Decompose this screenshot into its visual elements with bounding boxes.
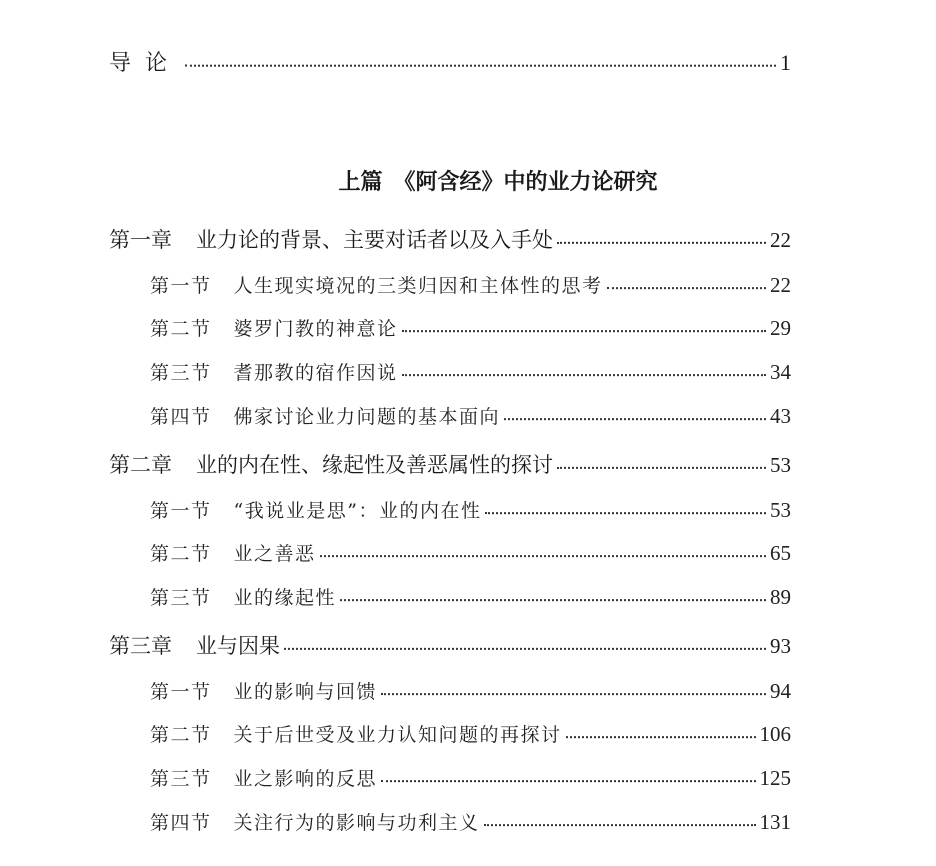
part-title: 上篇 《阿含经》中的业力论研究 xyxy=(338,169,658,195)
section-page-number: 53 xyxy=(770,498,791,522)
dot-leader xyxy=(381,771,755,783)
chapter-number: 第三章 xyxy=(109,634,172,658)
dot-leader xyxy=(484,815,756,827)
section-title: 人生现实境况的三类归因和主体性的思考 xyxy=(233,275,603,297)
section-number: 第四节 xyxy=(150,812,212,834)
section-page-number: 89 xyxy=(770,585,791,609)
section-title: “我说业是思”：业的内在性 xyxy=(233,500,482,522)
dot-leader xyxy=(557,231,766,244)
toc-entry-section-1-4[interactable] xyxy=(150,406,791,427)
dot-leader xyxy=(284,637,766,650)
chapter-number: 第一章 xyxy=(109,228,172,252)
section-number: 第三节 xyxy=(150,362,212,384)
toc-entry-chapter-3[interactable] xyxy=(109,636,791,657)
dot-leader xyxy=(557,456,766,469)
chapter-page-number: 53 xyxy=(770,453,791,477)
section-page-number: 22 xyxy=(770,273,791,297)
dot-leader xyxy=(340,590,766,602)
section-title: 耆那教的宿作因说 xyxy=(233,362,398,384)
section-number: 第一节 xyxy=(150,500,212,522)
section-title: 业的影响与回馈 xyxy=(233,681,378,703)
toc-entry-section-1-1[interactable] xyxy=(150,275,791,296)
section-number: 第二节 xyxy=(150,318,212,340)
dot-leader xyxy=(185,54,776,67)
chapter-title: 业的内在性、缘起性及善恶属性的探讨 xyxy=(196,453,553,477)
toc-entry-chapter-2[interactable] xyxy=(109,455,791,476)
section-number: 第一节 xyxy=(150,681,212,703)
toc-entry-intro[interactable] xyxy=(109,52,791,75)
section-page-number: 43 xyxy=(770,404,791,428)
toc-entry-section-2-2[interactable] xyxy=(150,543,791,564)
section-number: 第三节 xyxy=(150,587,212,609)
toc-entry-section-2-1[interactable] xyxy=(150,500,791,521)
dot-leader xyxy=(402,365,766,377)
section-page-number: 125 xyxy=(759,766,791,790)
toc-entry-section-1-3[interactable] xyxy=(150,362,791,383)
dot-leader xyxy=(381,684,766,696)
section-page-number: 106 xyxy=(759,722,791,746)
dot-leader xyxy=(566,727,756,739)
section-number: 第三节 xyxy=(150,768,212,790)
section-title: 婆罗门教的神意论 xyxy=(233,318,398,340)
toc-entry-section-3-2[interactable] xyxy=(150,724,791,745)
section-number: 第四节 xyxy=(150,406,212,428)
chapter-title: 业与因果 xyxy=(196,634,280,658)
section-title: 关于后世受及业力认知问题的再探讨 xyxy=(233,724,562,746)
section-page-number: 131 xyxy=(759,810,791,834)
intro-label: 导论 xyxy=(109,51,182,76)
section-page-number: 65 xyxy=(770,541,791,565)
toc-entry-section-3-4[interactable] xyxy=(150,812,791,833)
toc-entry-section-2-3[interactable] xyxy=(150,587,791,608)
intro-page-number: 1 xyxy=(780,50,791,75)
chapter-page-number: 22 xyxy=(770,228,791,252)
section-title: 业之影响的反思 xyxy=(233,768,378,790)
section-number: 第二节 xyxy=(150,724,212,746)
dot-leader xyxy=(607,278,766,290)
section-title: 佛家讨论业力问题的基本面向 xyxy=(233,406,501,428)
section-page-number: 34 xyxy=(770,360,791,384)
toc-entry-section-3-1[interactable] xyxy=(150,681,791,702)
section-title: 业的缘起性 xyxy=(233,587,337,609)
chapter-number: 第二章 xyxy=(109,453,172,477)
chapter-page-number: 93 xyxy=(770,634,791,658)
dot-leader xyxy=(402,321,766,333)
dot-leader xyxy=(320,546,766,558)
dot-leader xyxy=(504,409,766,421)
toc-entry-chapter-1[interactable] xyxy=(109,230,791,251)
section-page-number: 94 xyxy=(770,679,791,703)
section-number: 第一节 xyxy=(150,275,212,297)
dot-leader xyxy=(485,503,766,515)
section-title: 关注行为的影响与功利主义 xyxy=(233,812,480,834)
section-number: 第二节 xyxy=(150,543,212,565)
section-title: 业之善恶 xyxy=(233,543,316,565)
toc-entry-section-3-3[interactable] xyxy=(150,768,791,789)
toc-entry-section-1-2[interactable] xyxy=(150,318,791,339)
section-page-number: 29 xyxy=(770,316,791,340)
chapter-title: 业力论的背景、主要对话者以及入手处 xyxy=(196,228,553,252)
